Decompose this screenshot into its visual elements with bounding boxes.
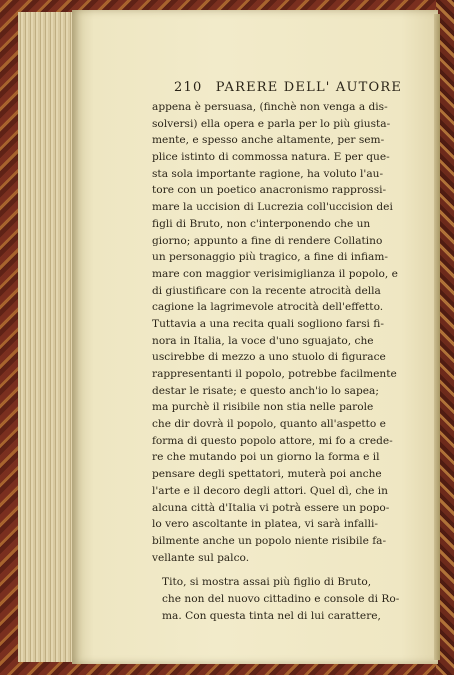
text-line: alcuna città d'Italia vi potrà essere un popo- — [152, 501, 390, 514]
text-line: ma purchè il risibile non stia nelle parole — [152, 401, 374, 414]
page-stack-edges — [18, 12, 75, 662]
text-line: tore con un poetico anacronismo rapprossi- — [152, 184, 387, 197]
text-line: ma. Con questa tinta nel di lui carattere, — [162, 609, 381, 622]
text-line: cagione la lagrimevole atrocità dell'effetto. — [152, 301, 384, 314]
text-line: nora in Italia, la voce d'uno sguajato, che — [152, 334, 374, 347]
text-line: solversi) ella opera e parla per lo più giusta- — [152, 117, 391, 130]
text-line: plice istinto di commossa natura. E per que- — [152, 151, 390, 164]
text-line: re che mutando poi un giorno la forma e il — [152, 451, 380, 464]
text-line: Tuttavia a una recita quali sogliono farsi fi- — [152, 317, 384, 330]
body-text — [152, 99, 404, 624]
text-line: vellante sul palco. — [152, 551, 250, 564]
running-header — [174, 80, 404, 98]
text-line: rappresentanti il popolo, potrebbe facilmente — [152, 368, 397, 380]
text-line: che non del nuovo cittadino e console di Ro- — [162, 592, 400, 605]
text-line: mare la uccision di Lucrezia coll'uccision dei — [152, 201, 393, 214]
page-number: 210 — [174, 80, 203, 95]
text-line: mente, e spesso anche altamente, per sem- — [152, 134, 385, 147]
text-line: giorno; appunto a fine di rendere Collatino — [152, 234, 383, 247]
paragraph — [152, 99, 404, 566]
paragraph — [152, 574, 404, 624]
text-line: che dir dovrà il popolo, quanto all'aspetto e — [152, 418, 386, 431]
text-line: bilmente anche un popolo niente risibile fa- — [152, 534, 387, 547]
text-line: Tito, si mostra assai più figlio di Bruto, — [162, 576, 372, 589]
text-line: appena è persuasa, (finchè non venga a dis- — [152, 101, 388, 113]
running-title: PARERE DELL' AUTORE — [215, 80, 403, 95]
text-line: mare con maggior verisimiglianza il popolo, e — [152, 267, 398, 280]
text-line: forma di questo popolo attore, mi fo a crede- — [152, 434, 393, 447]
text-line: figli di Bruto, non c'interponendo che un — [152, 217, 371, 230]
text-line: un personaggio più tragico, a fine di infiam- — [152, 251, 388, 264]
page-edge-right — [434, 14, 440, 660]
text-line: lo vero ascoltante in platea, vi sarà infalli- — [152, 518, 379, 531]
text-line: uscirebbe di mezzo a uno stuolo di figurace — [152, 351, 386, 364]
text-line: sta sola importante ragione, ha voluto l'au- — [152, 167, 384, 180]
text-line: l'arte e il decoro degli attori. Quel dì, che in — [152, 484, 388, 497]
text-line: destar le risate; e questo anch'io lo sapea; — [152, 384, 379, 397]
text-line: pensare degli spettatori, muterà poi anche — [152, 468, 382, 481]
text-line: di giustificare con la recente atrocità della — [152, 284, 381, 297]
